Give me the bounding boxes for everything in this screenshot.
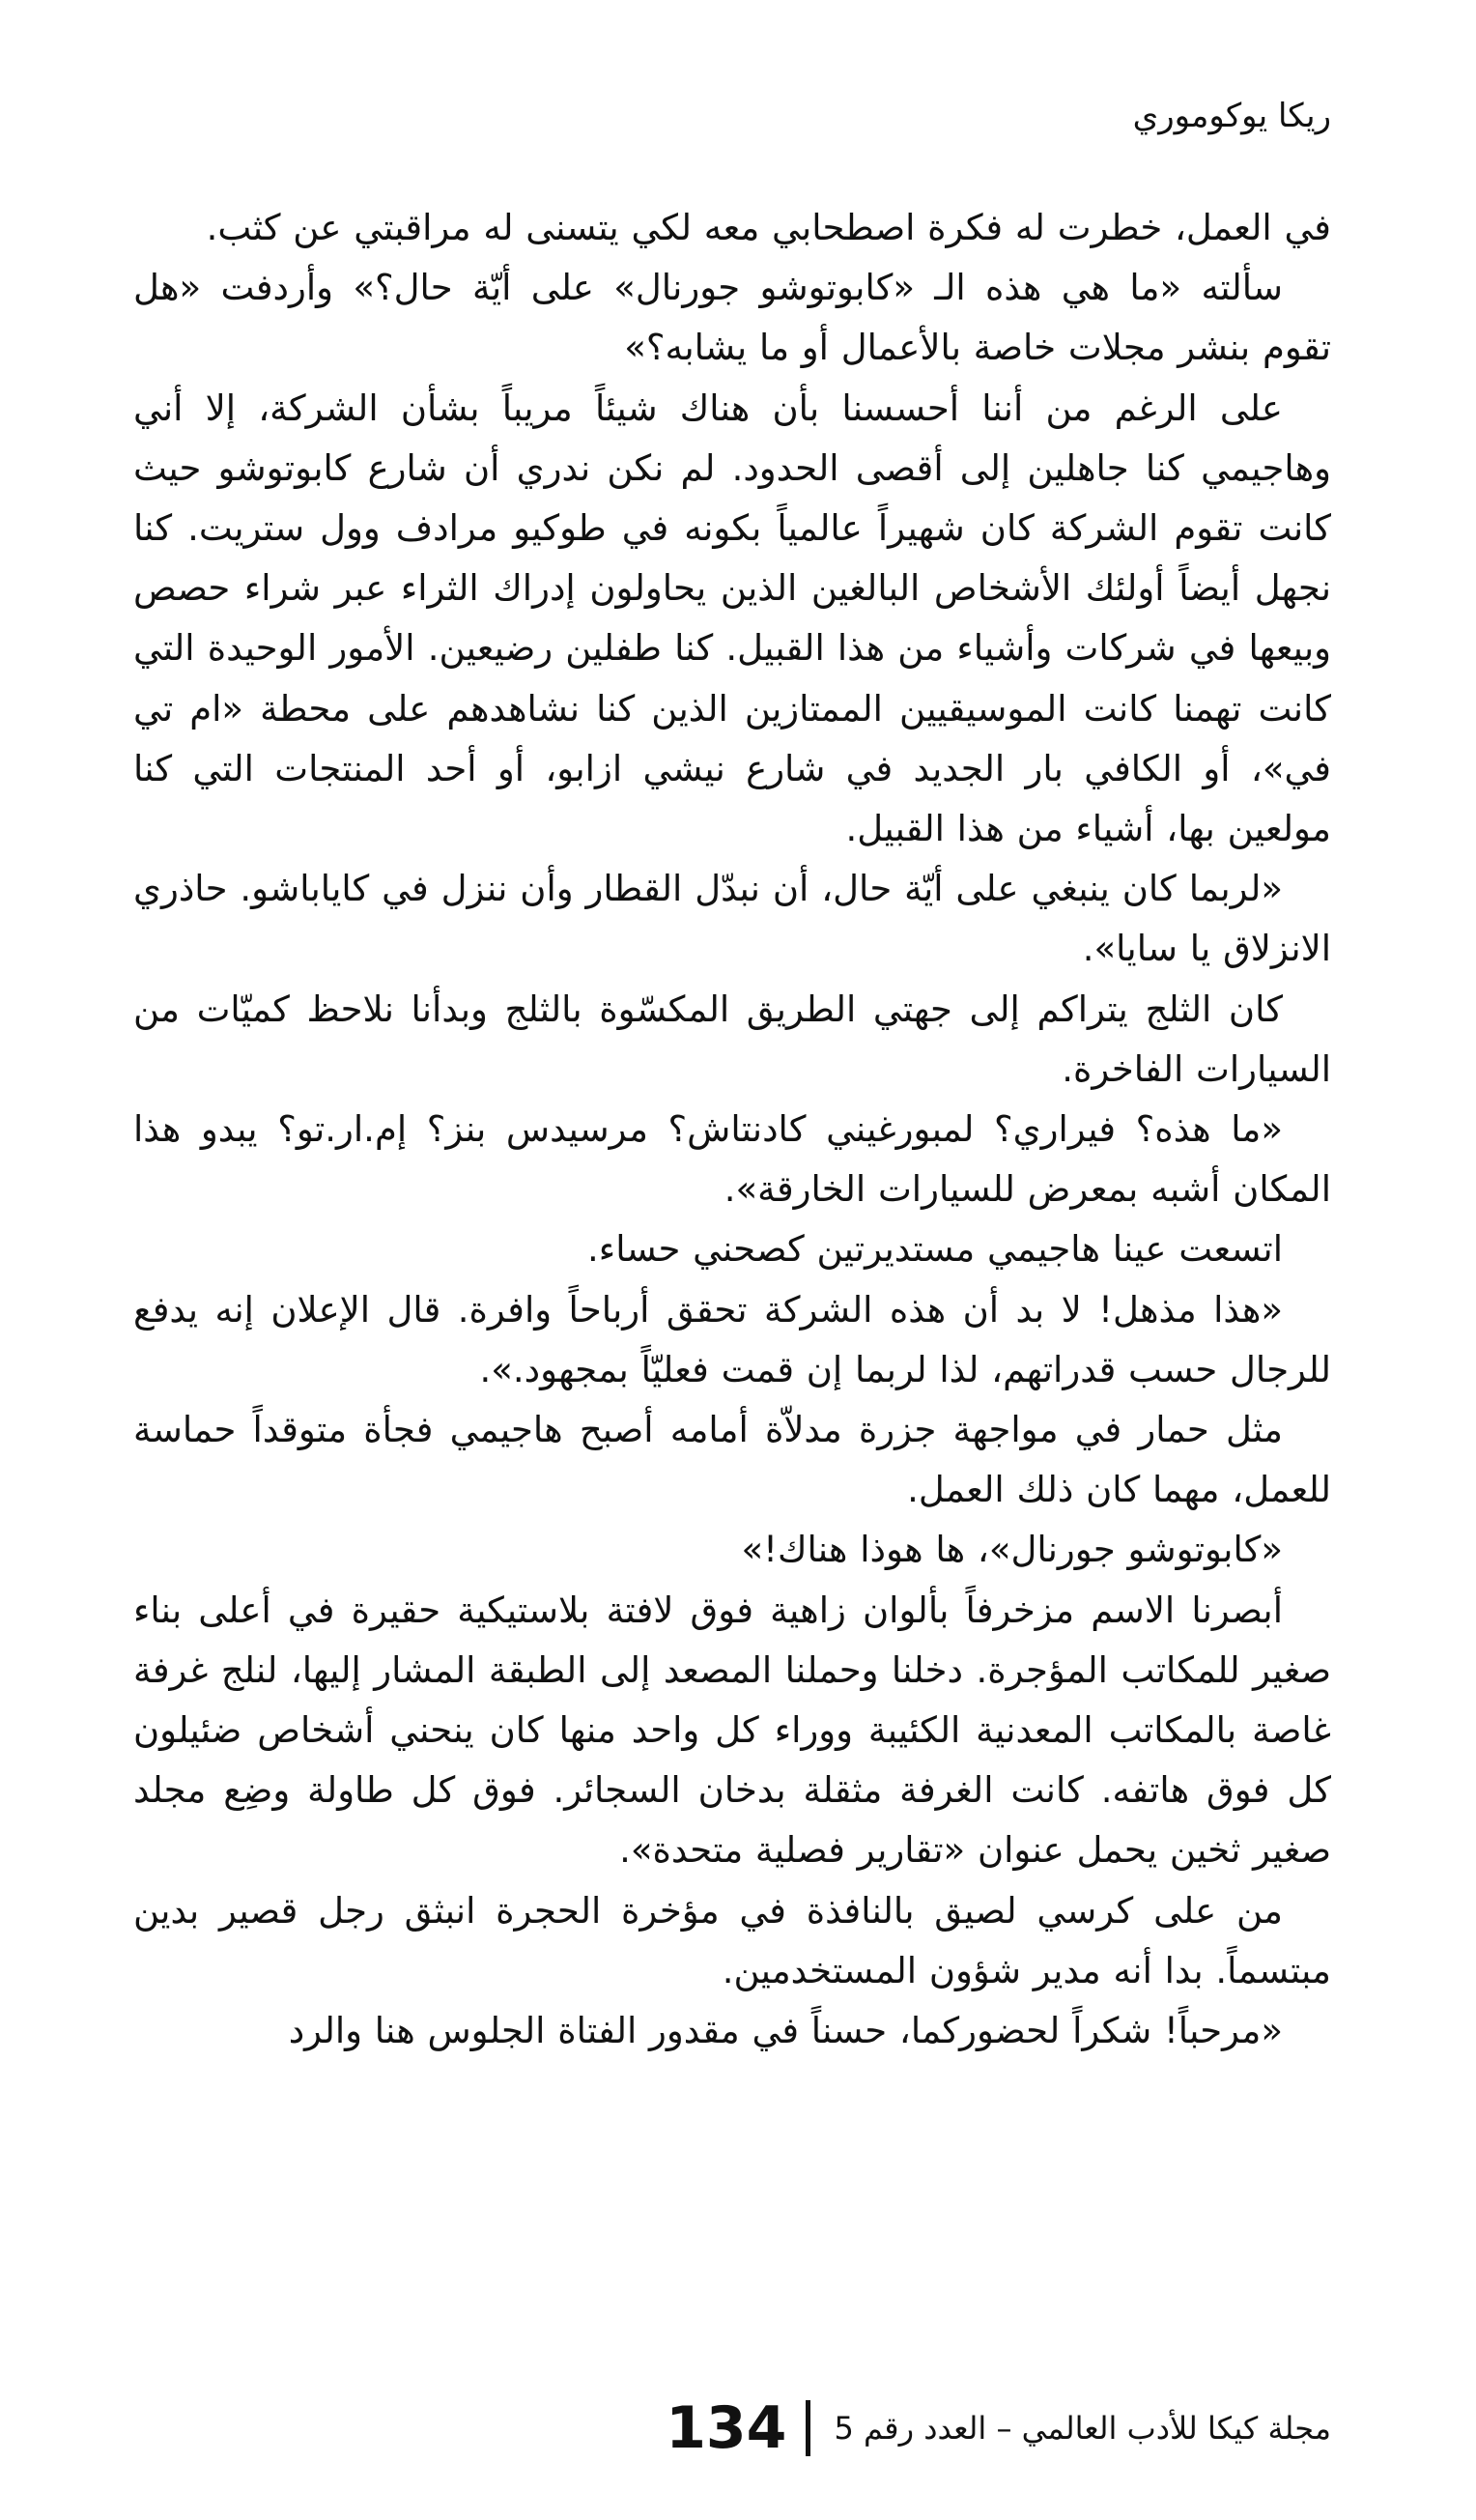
- paragraph-10: «كابوتوشو جورنال»، ها هوذا هناك!»: [741, 1529, 1283, 1571]
- footer-divider: [806, 2400, 810, 2456]
- paragraph-12: من على كرسي لصيق بالنافذة في مؤخرة الحجرة انبثق رجل قصير بدين مبتسماً. بدا أنه مدير شؤون المستخدمين.: [133, 1889, 1331, 1991]
- article-body: [133, 198, 1331, 2061]
- page-footer: [631, 2394, 1331, 2462]
- paragraph-13: «مرحباً! شكراً لحضوركما، حسناً في مقدور الفتاة الجلوس هنا والرد: [288, 2010, 1283, 2052]
- paragraph-9: مثل حمار في مواجهة جزرة مدلاّة أمامه أصبح هاجيمي فجأة متوقداً حماسة للعمل، مهما كان ذلك العمل.: [133, 1409, 1331, 1511]
- paragraph-6: «ما هذه؟ فيراري؟ لمبورغيني كادنتاش؟ مرسيدس بنز؟ إم.ار.تو؟ يبدو هذا المكان أشبه بمعرض للسيارات الخارقة».: [133, 1108, 1331, 1211]
- paragraph-11: أبصرنا الاسم مزخرفاً بألوان زاهية فوق لافتة بلاستيكية حقيرة في أعلى بناء صغير للمكاتب المؤجرة. دخلنا وحملنا المصعد إلى الطبقة المشار إليها، لنلج غرفة غاصة بالمكاتب المعدنية الكئيبة ووراء كل واحد منها كان ينحني أشخاص ضئيلون كل فوق هاتفه. كانت الغرفة مثقلة بدخان السجائر. فوق كل طاولة وضِع مجلد صغير ثخين يحمل عنوان «تقارير فصلية متحدة».: [133, 1589, 1331, 1872]
- paragraph-3: على الرغم من أننا أحسسنا بأن هناك شيئاً مريباً بشأن الشركة، إلا أني وهاجيمي كنا جاهلين إلى أقصى الحدود. لم نكن ندري أن شارع كابوتوشو حيث كانت تقوم الشركة كان شهيراً عالمياً بكونه في طوكيو مرادف وول ستريت. كنا نجهل أيضاً أولئك الأشخاص البالغين الذين يحاولون إدراك الثراء عبر شراء حصص وبيعها في شركات وأشياء من هذا القبيل. كنا طفلين رضيعين. الأمور الوحيدة التي كانت تهمنا كانت الموسيقيين الممتازين الذين كنا نشاهدهم على محطة «ام تي في»، أو الكافي بار الجديد في شارع نيشي ازابو، أو أحد المنتجات التي كنا مولعين بها، أشياء من هذا القبيل.: [133, 387, 1331, 850]
- paragraph-4: «لربما كان ينبغي على أيّة حال، أن نبدّل القطار وأن ننزل في كاياباشو. حاذري الانزلاق يا سايا».: [133, 868, 1331, 970]
- paragraph-2: سألته «ما هي هذه الـ «كابوتوشو جورنال» على أيّة حال؟» وأردفت «هل تقوم بنشر مجلات خاصة بالأعمال أو ما يشابه؟»: [133, 267, 1331, 369]
- paragraph-5: كان الثلج يتراكم إلى جهتي الطريق المكسّوة بالثلج وبدأنا نلاحظ كميّات من السيارات الفاخرة.: [133, 988, 1331, 1090]
- journal-title: مجلة كيكا للأدب العالمي – العدد رقم 5: [834, 2410, 1331, 2447]
- paragraph-1: في العمل، خطرت له فكرة اصطحابي معه لكي يتسنى له مراقبتي عن كثب.: [206, 207, 1331, 248]
- paragraph-8: «هذا مذهل! لا بد أن هذه الشركة تحقق أرباحاً وافرة. قال الإعلان إنه يدفع للرجال حسب قدراتهم، لذا لربما إن قمت فعليّاً بمجهود.».: [133, 1288, 1331, 1390]
- page-number: 134: [666, 2394, 787, 2462]
- running-header-author: ريكا يوكوموري: [1132, 97, 1331, 135]
- paragraph-7: اتسعت عينا هاجيمي مستديرتين كصحني حساء.: [587, 1228, 1283, 1271]
